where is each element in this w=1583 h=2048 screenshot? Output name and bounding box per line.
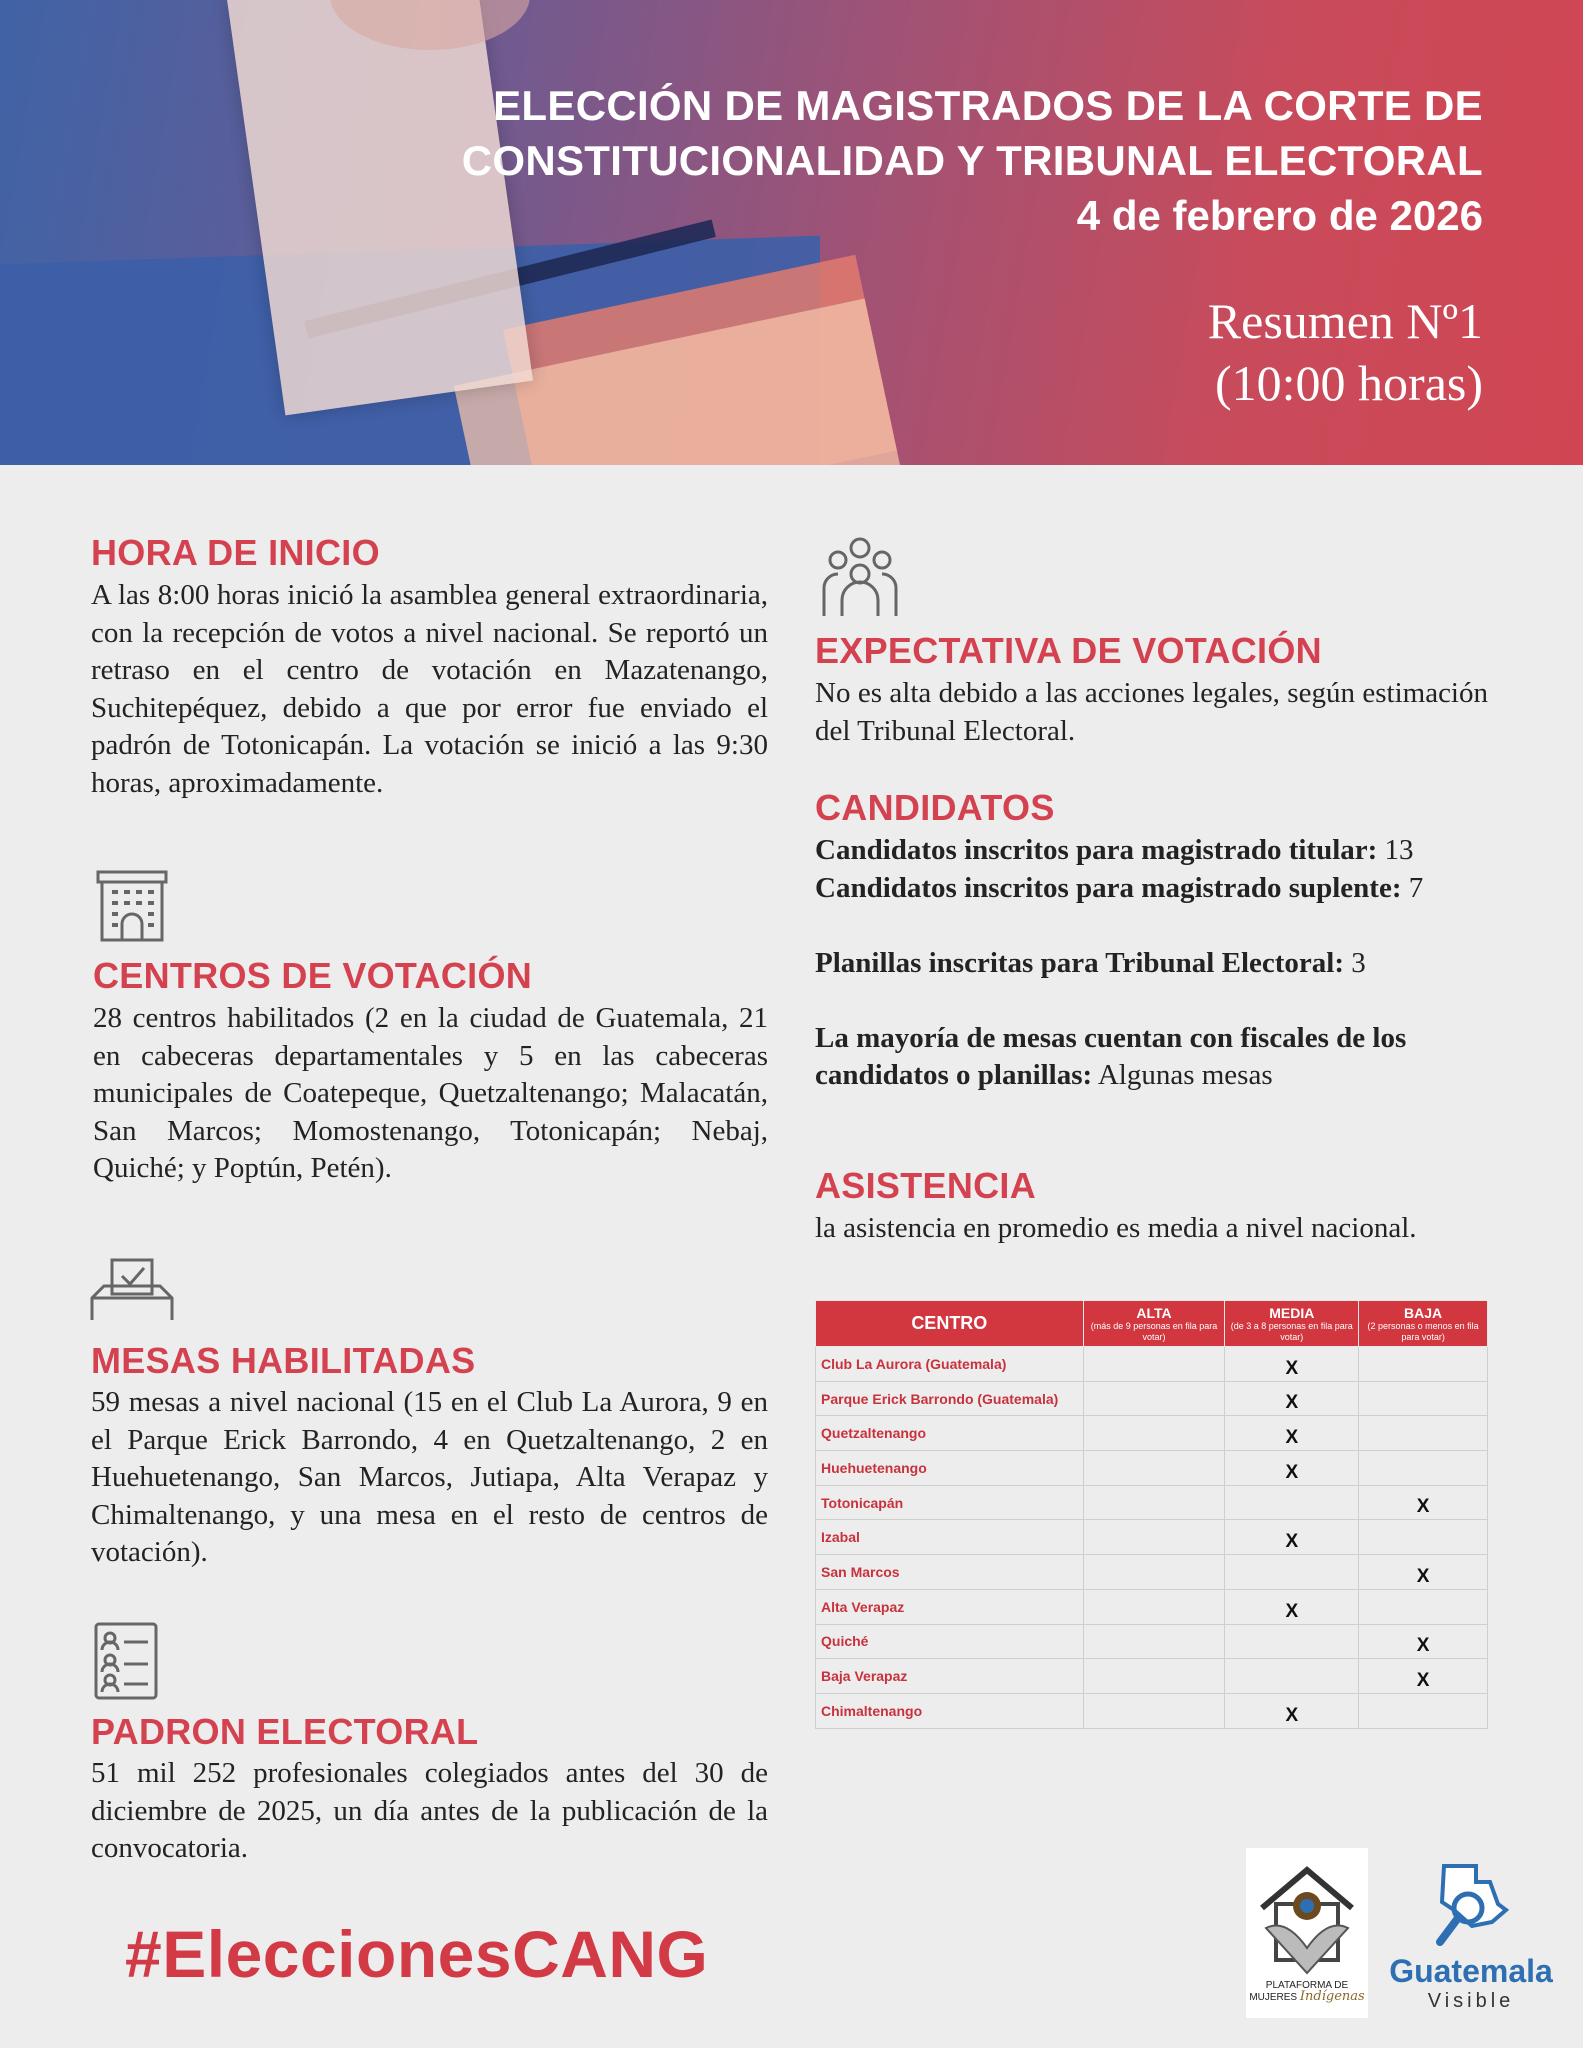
table-cell-media: X xyxy=(1225,1451,1359,1486)
people-group-icon xyxy=(818,536,902,618)
table-cell-centro: Baja Verapaz xyxy=(816,1659,1084,1694)
table-cell-alta xyxy=(1083,1347,1225,1382)
candidatos-list xyxy=(815,832,1423,1095)
table-row xyxy=(816,1520,1488,1555)
asistencia-title: ASISTENCIA xyxy=(815,1165,1037,1206)
table-cell-centro: Izabal xyxy=(816,1520,1084,1555)
table-cell-baja xyxy=(1359,1381,1488,1416)
plataforma-logo: PLATAFORMA DE MUJERES Indígenas xyxy=(1246,1848,1368,2018)
table-header-row xyxy=(816,1301,1488,1347)
table-row xyxy=(816,1416,1488,1451)
col-baja: BAJA (2 personas o menos en fila para votar) xyxy=(1359,1301,1488,1347)
table-cell-media xyxy=(1225,1624,1359,1659)
table-cell-baja xyxy=(1359,1520,1488,1555)
table-cell-alta xyxy=(1083,1520,1225,1555)
table-cell-alta xyxy=(1083,1485,1225,1520)
table-row xyxy=(816,1555,1488,1590)
hora-inicio-title: HORA DE INICIO xyxy=(91,532,380,573)
table-cell-alta xyxy=(1083,1589,1225,1624)
header-banner xyxy=(0,0,1583,465)
fiscales-line-2: candidatos o planillas: Algunas mesas xyxy=(815,1059,1273,1091)
expectativa-text: No es alta debido a las acciones legales, según estimación del Tribunal Electoral. xyxy=(815,677,1488,747)
table-cell-alta xyxy=(1083,1416,1225,1451)
building-icon xyxy=(96,870,170,944)
table-cell-alta xyxy=(1083,1659,1225,1694)
candidatos-title: CANDIDATOS xyxy=(815,787,1055,828)
expectativa-title: EXPECTATIVA DE VOTACIÓN xyxy=(815,630,1322,671)
attendance-table xyxy=(815,1300,1488,1729)
table-row xyxy=(816,1347,1488,1382)
table-cell-baja xyxy=(1359,1693,1488,1728)
table-row xyxy=(816,1451,1488,1486)
mesas-text: 59 mesas a nivel nacional (15 en el Club La Aurora, 9 en el Parque Erick Barrondo, 4 en Quetzaltenango, 2 en Huehuetenango, San Marcos, Jutiapa, Alta Verapaz y Chimaltenango, y una mesa en el resto de centros de votación). xyxy=(91,1386,768,1568)
col-alta: ALTA (más de 9 personas en fila para votar) xyxy=(1083,1301,1225,1347)
guatemala-visible-logo: Guatemala Visible xyxy=(1389,1953,1553,2012)
titular-line: Candidatos inscritos para magistrado titular: 13 xyxy=(815,834,1414,866)
col-media: MEDIA (de 3 a 8 personas en fila para votar) xyxy=(1225,1301,1359,1347)
table-cell-media: X xyxy=(1225,1693,1359,1728)
table-cell-media: X xyxy=(1225,1416,1359,1451)
padron-text: 51 mil 252 profesionales colegiados antes del 30 de diciembre de 2025, un día antes de la publicación de la convocatoria. xyxy=(91,1757,768,1864)
table-cell-centro: Totonicapán xyxy=(816,1485,1084,1520)
table-cell-centro: San Marcos xyxy=(816,1555,1084,1590)
table-cell-baja: X xyxy=(1359,1659,1488,1694)
table-cell-alta xyxy=(1083,1624,1225,1659)
suplente-line: Candidatos inscritos para magistrado suplente: 7 xyxy=(815,871,1424,904)
planillas-line: Planillas inscritas para Tribunal Electoral: 3 xyxy=(815,946,1366,979)
table-cell-baja xyxy=(1359,1416,1488,1451)
plataforma-emblem-icon xyxy=(1246,1848,1368,1978)
table-cell-baja xyxy=(1359,1589,1488,1624)
table-cell-media: X xyxy=(1225,1520,1359,1555)
col-centro: CENTRO xyxy=(816,1301,1084,1347)
centros-title: CENTROS DE VOTACIÓN xyxy=(93,955,533,996)
table-cell-centro: Chimaltenango xyxy=(816,1693,1084,1728)
table-cell-alta xyxy=(1083,1555,1225,1590)
table-cell-centro: Club La Aurora (Guatemala) xyxy=(816,1347,1084,1382)
table-row xyxy=(816,1589,1488,1624)
table-cell-media xyxy=(1225,1485,1359,1520)
fiscales-line-1: La mayoría de mesas cuentan con fiscales de los xyxy=(815,1021,1407,1054)
mesas-title: MESAS HABILITADAS xyxy=(91,1340,476,1381)
page-title: ELECCIÓN DE MAGISTRADOS DE LA CORTE DE CONSTITUCIONALIDAD Y TRIBUNAL ELECTORAL xyxy=(461,82,1483,184)
table-cell-baja xyxy=(1359,1451,1488,1486)
table-row xyxy=(816,1624,1488,1659)
summary-label: Resumen Nº1 (10:00 horas) xyxy=(1207,293,1483,411)
ballot-box-icon xyxy=(90,1258,174,1322)
table-cell-centro: Quetzaltenango xyxy=(816,1416,1084,1451)
voter-list-icon xyxy=(94,1622,158,1700)
table-cell-alta xyxy=(1083,1381,1225,1416)
padron-title: PADRON ELECTORAL xyxy=(91,1711,479,1752)
table-cell-centro: Parque Erick Barrondo (Guatemala) xyxy=(816,1381,1084,1416)
table-row xyxy=(816,1659,1488,1694)
table-cell-media: X xyxy=(1225,1347,1359,1382)
table-cell-baja: X xyxy=(1359,1624,1488,1659)
table-row xyxy=(816,1693,1488,1728)
table-cell-media xyxy=(1225,1555,1359,1590)
table-cell-alta xyxy=(1083,1451,1225,1486)
table-cell-centro: Quiché xyxy=(816,1624,1084,1659)
table-row xyxy=(816,1381,1488,1416)
table-cell-media: X xyxy=(1225,1381,1359,1416)
centros-text: 28 centros habilitados (2 en la ciudad de Guatemala, 21 en cabeceras departamentales y 5 en las cabeceras municipales de Coatepeque, Quetzaltenango; Malacatán, San Marcos; Momostenango, Totonicapán; Nebaj, Quiché; y Poptún, Petén). xyxy=(93,1002,768,1184)
table-cell-media: X xyxy=(1225,1589,1359,1624)
table-cell-centro: Huehuetenango xyxy=(816,1451,1084,1486)
table-row xyxy=(816,1485,1488,1520)
hora-inicio-text: A las 8:00 horas inició la asamblea general extraordinaria, con la recepción de votos a nivel nacional. Se reportó un retraso en el centro de votación en Mazatenango, Suchitepéquez, debido a que por error fue enviado el padrón de Totonicapán. La votación se inició a las 9:30 horas, aproximadamente. xyxy=(91,579,768,799)
table-cell-baja: X xyxy=(1359,1555,1488,1590)
asistencia-text: la asistencia en promedio es media a nivel nacional. xyxy=(815,1212,1417,1244)
table-cell-media xyxy=(1225,1659,1359,1694)
table-cell-baja: X xyxy=(1359,1485,1488,1520)
election-date: 4 de febrero de 2026 xyxy=(1076,192,1483,239)
hashtag: #EleccionesCANG xyxy=(125,1917,709,1991)
table-cell-alta xyxy=(1083,1693,1225,1728)
table-cell-centro: Alta Verapaz xyxy=(816,1589,1084,1624)
table-cell-baja xyxy=(1359,1347,1488,1382)
